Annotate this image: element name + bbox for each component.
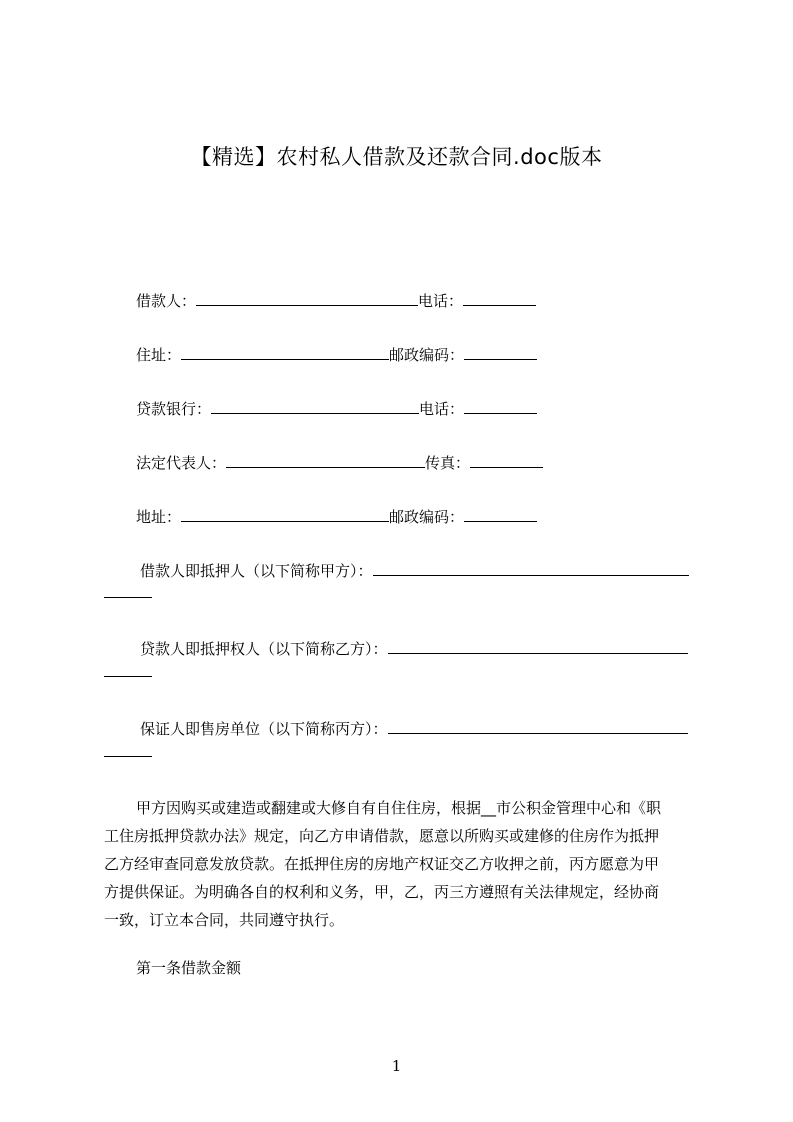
address-row-2 — [136, 506, 537, 527]
body-line-3: 乙方经审查同意发放贷款。在抵押住房的房地产权证交乙方收押之前，丙方愿意为甲 — [104, 855, 660, 873]
party-b-row — [140, 638, 688, 659]
borrower-label: 借款人： — [136, 292, 197, 310]
party-b-blank[interactable] — [388, 638, 688, 654]
address-label-1: 住址： — [136, 346, 182, 364]
address-blank-2[interactable] — [181, 506, 389, 522]
party-b-blank-continued[interactable] — [104, 676, 152, 677]
party-a-label: 借款人即抵押人（以下简称甲方）： — [140, 562, 373, 580]
lender-bank-label: 贷款银行： — [136, 400, 212, 418]
phone-blank-2[interactable] — [464, 398, 537, 414]
postcode-blank-1[interactable] — [464, 344, 537, 360]
legal-rep-label: 法定代表人： — [136, 454, 227, 472]
party-c-blank-continued[interactable] — [104, 756, 152, 757]
postcode-label-1: 邮政编码： — [389, 346, 465, 364]
legal-rep-row — [136, 452, 543, 473]
party-a-blank-continued[interactable] — [104, 597, 152, 598]
party-a-row — [140, 560, 689, 581]
lender-bank-blank[interactable] — [211, 398, 419, 414]
party-c-blank[interactable] — [388, 718, 688, 734]
party-c-label: 保证人即售房单位（以下简称丙方）： — [140, 720, 388, 738]
legal-rep-blank[interactable] — [226, 452, 425, 468]
phone-blank-1[interactable] — [463, 290, 536, 306]
postcode-label-2: 邮政编码： — [389, 508, 465, 526]
address-blank-1[interactable] — [181, 344, 389, 360]
body-paragraph — [104, 794, 701, 934]
address-row-1 — [136, 344, 537, 365]
fax-blank[interactable] — [470, 452, 543, 468]
borrower-row — [136, 290, 536, 311]
document-title: 【精选】农村私人借款及还款合同.doc版本 — [190, 145, 603, 169]
article-1-heading: 第一条借款金额 — [136, 959, 242, 977]
body-line-5: 一致，订立本合同，共同遵守执行。 — [104, 911, 345, 929]
body-line-4: 方提供保证。为明确各自的权利和义务，甲，乙，丙三方遵照有关法律规定，经协商 — [104, 883, 660, 901]
postcode-blank-2[interactable] — [464, 506, 537, 522]
party-b-label: 贷款人即抵押权人（以下简称乙方）： — [140, 640, 388, 658]
lender-bank-row — [136, 398, 537, 419]
party-c-row — [140, 718, 688, 739]
phone-label-1: 电话： — [418, 292, 464, 310]
body-line-1: 甲方因购买或建造或翻建或大修自有自住住房，根据__市公积金管理中心和《职 — [136, 799, 662, 817]
borrower-blank[interactable] — [196, 290, 418, 306]
address-label-2: 地址： — [136, 508, 182, 526]
party-a-blank[interactable] — [373, 560, 689, 576]
phone-label-2: 电话： — [419, 400, 465, 418]
fax-label: 传真： — [425, 454, 471, 472]
page-number: 1 — [391, 1057, 402, 1075]
body-line-2: 工住房抵押贷款办法》规定，向乙方申请借款，愿意以所购买或建修的住房作为抵押 — [104, 827, 660, 845]
